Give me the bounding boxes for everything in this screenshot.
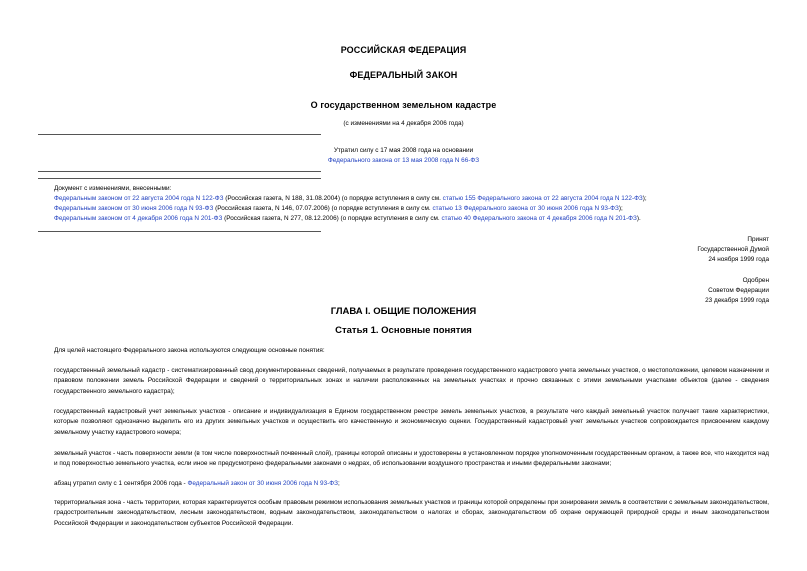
paragraph: земельный участок - часть поверхности земли (в том числе поверхностный почвенный слой), границы которой описаны и удостоверены в установленном порядке уполномоченным государственным органом, а также все, что находится над и под поверхностью земельного участка, если иное не предусмотрено федеральными законами о недрах, об использовании воздушного пространства и иными федеральными законами; bbox=[54, 450, 769, 468]
chapter-title: ГЛАВА I. ОБЩИЕ ПОЛОЖЕНИЯ bbox=[330, 306, 477, 317]
amendment-tail: ); bbox=[618, 205, 623, 212]
amendment-tail: ); bbox=[642, 195, 647, 202]
paragraph: территориальная зона - часть территории, которая характеризуется особым правовым режимом использования земельных участков и границы которой определены при зонировании земель в соответствии с земельным законодательством, градостроительным законодательством, лесным законодательством, водным законодательством, законодательством о налогах и сборах, законодательством об охране окружающей природной среды и иным законодательством Российской Федерации и законодательством субъектов Российской Федерации. bbox=[54, 499, 769, 527]
paragraph: государственный кадастровый учет земельных участков - описание и индивидуализация в Едином государственном реестре земель земельных участков, в результате чего каждый земельный участок получает такие характеристики, которые позволяют однозначно выделить его из других земельных участков и осуществить его качественную и экономическую оценки. Государственный кадастровый учет земельных участков сопровождается присвоением каждому земельному участку кадастрового номера; bbox=[54, 408, 769, 436]
paragraph: Для целей настоящего Федерального закона используются следующие основные понятия: bbox=[54, 347, 325, 354]
amendments-note: (с изменениями на 4 декабря 2006 года) bbox=[343, 120, 464, 127]
article-title: Статья 1. Основные понятия bbox=[335, 325, 472, 336]
amendment-item bbox=[54, 214, 769, 224]
amendments-list bbox=[54, 184, 769, 224]
accepted-by: Государственной Думой bbox=[697, 246, 769, 253]
approved-by: Советом Федерации bbox=[708, 287, 769, 294]
amendment-law-link[interactable]: Федеральным законом от 30 июня 2006 года N 93-ФЗ bbox=[54, 205, 214, 212]
approval-block bbox=[705, 276, 769, 306]
approved-date: 23 декабря 1999 года bbox=[705, 297, 769, 304]
paragraph-suffix: ; bbox=[338, 480, 340, 487]
amendment-source: (Российская газета, N 188, 31.08.2004) (о порядке вступления в силу см. bbox=[223, 195, 443, 202]
amendment-source: (Российская газета, N 146, 07.07.2006) (о порядке вступления в силу см. bbox=[213, 205, 433, 212]
approved-label: Одобрен bbox=[742, 277, 769, 284]
separator-rule bbox=[38, 134, 321, 135]
repeal-law-link[interactable]: Федеральный закон от 30 июня 2006 года N 93-ФЗ bbox=[187, 480, 338, 487]
separator-rule bbox=[38, 178, 321, 179]
adoption-block bbox=[697, 235, 769, 265]
amendment-law-link[interactable]: Федеральным законом от 22 августа 2004 года N 122-ФЗ bbox=[54, 195, 224, 202]
amendment-article-link[interactable]: статью 155 Федерального закона от 22 августа 2004 года N 122-ФЗ bbox=[442, 195, 643, 202]
separator-rule bbox=[38, 171, 321, 172]
country-heading: РОССИЙСКАЯ ФЕДЕРАЦИЯ bbox=[340, 45, 467, 55]
expiry-law-link-wrap bbox=[0, 156, 807, 166]
paragraph bbox=[54, 479, 769, 489]
paragraph-prefix: абзац утратил силу с 1 сентября 2006 года - bbox=[54, 480, 188, 487]
amendment-tail: ). bbox=[636, 215, 641, 222]
amendments-intro: Документ с изменениями, внесенными: bbox=[54, 185, 172, 192]
accepted-date: 24 ноября 1999 года bbox=[708, 256, 769, 263]
amendment-source: (Российская газета, N 277, 08.12.2006) (о порядке вступления в силу см. bbox=[222, 215, 442, 222]
accepted-label: Принят bbox=[747, 236, 769, 243]
expiry-note: Утратил силу с 17 мая 2008 года на основании bbox=[333, 147, 474, 154]
document-title: О государственном земельном кадастре bbox=[310, 100, 497, 110]
amendment-law-link[interactable]: Федеральным законом от 4 декабря 2006 года N 201-ФЗ bbox=[54, 215, 223, 222]
law-type-heading: ФЕДЕРАЛЬНЫЙ ЗАКОН bbox=[349, 70, 458, 80]
paragraph: государственный земельный кадастр - систематизированный свод документированных сведений, получаемых в результате проведения государственного кадастрового учета земельных участков, о местоположении, целевом назначении и правовом положении земель Российской Федерации и сведений о территориальных зонах и наличии расположенных на земельных участках и прочно связанных с этими земельными участками объектов (далее - сведения государственного земельного кадастра); bbox=[54, 367, 769, 395]
amendment-item bbox=[54, 194, 769, 204]
amendment-item bbox=[54, 204, 769, 214]
amendment-article-link[interactable]: статью 13 Федерального закона от 30 июня 2006 года N 93-ФЗ bbox=[432, 205, 619, 212]
amendment-article-link[interactable]: статью 40 Федерального закона от 4 декабря 2006 года N 201-ФЗ bbox=[441, 215, 637, 222]
expiry-law-link[interactable]: Федерального закона от 13 мая 2008 года N 66-ФЗ bbox=[327, 157, 480, 164]
separator-rule bbox=[38, 231, 321, 232]
